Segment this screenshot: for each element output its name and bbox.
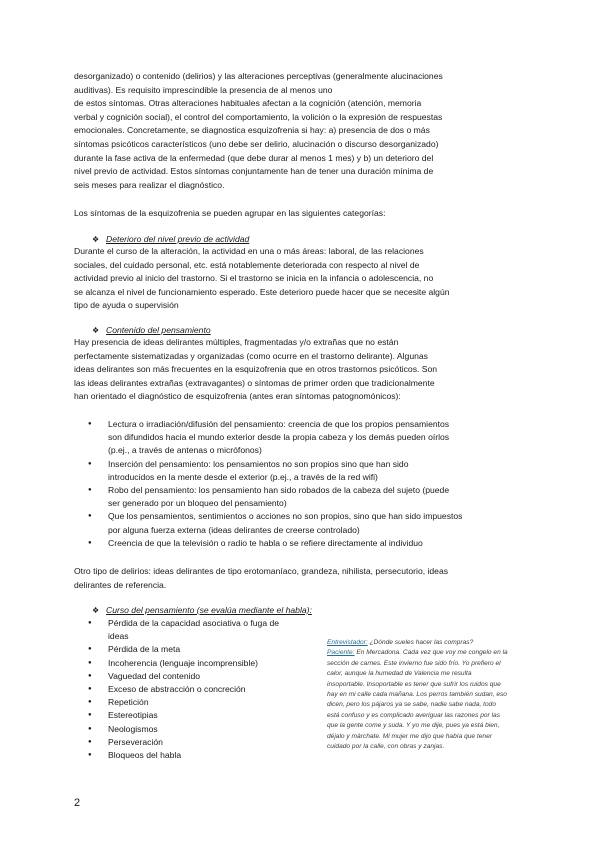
delusion-types-list	[88, 418, 538, 550]
text-line: Hay presencia de ideas delirantes múltiples, fragmentadas y/o extrañas que no están	[74, 337, 399, 347]
text-line: dicen, pero los pájaros ya se sabe, nadie sabe nada, todo	[327, 701, 496, 709]
list-item	[88, 736, 303, 749]
text-line: se alcanza el nivel de funcionamiento esperado. Este deterioro puede hacer que se necesite algún	[74, 286, 450, 297]
speech-alterations-list	[88, 617, 303, 762]
text-line: por alguna fuerza externa (ideas delirantes de creerse controlado)	[108, 524, 360, 535]
text-line: ● Vaguedad del contenido	[108, 670, 201, 681]
list-item	[88, 617, 303, 643]
list-item	[88, 696, 303, 709]
heading-curso-text: Curso del pensamiento (se evalúa mediante el habla):	[106, 605, 312, 615]
text-line: perfectamente sistematizadas y organizadas (como ocurre en el trastorno delirante). Algunas	[74, 350, 428, 361]
list-item	[88, 683, 303, 696]
patient-label: Paciente:	[327, 649, 355, 657]
paragraph-intro	[74, 70, 534, 192]
list-item	[88, 484, 538, 510]
text-line: insoportable. Insoportable es tener que sufrir los ruidos que	[327, 680, 501, 688]
text-line: son difundidos hacia el mundo exterior desde la propia cabeza y los demás pueden oírlos	[108, 432, 450, 443]
list-item	[88, 749, 303, 762]
dialog-patient-continuation	[327, 659, 533, 753]
heading-curso	[92, 604, 312, 617]
text-line: delirantes de referencia.	[74, 579, 167, 590]
text-line: sociales, del cuidado personal, etc. está notablemente deteriorada con respecto al nivel de	[74, 259, 420, 270]
text-line: está confuso y es complicado averiguar las razones por las	[327, 711, 500, 719]
paragraph-otros-delirios	[74, 565, 534, 592]
text-line: ● Creencia de que la televisión o radio te habla o se refiere directamente al individuo	[108, 537, 423, 548]
text-line: ● Bloqueos del habla	[108, 750, 182, 761]
text-line: déjalo y márchate. Mi mujer me dijo que había que tener	[327, 732, 492, 740]
text-line: emocionales. Concretamente, se diagnostica esquizofrenia si hay: a) presencia de dos o más	[74, 125, 430, 136]
text-line: síntomas psicóticos característicos (uno debe ser delirio, alucinación o discurso desorganizado)	[74, 138, 439, 149]
text-line: tipo de ayuda o supervisión	[74, 300, 179, 311]
text-line: ● Que los pensamientos, sentimientos o acciones no son propios, sino que han sido impuestos	[108, 511, 463, 522]
text-line: ● Neologismos	[108, 723, 158, 734]
paragraph-contenido	[74, 336, 534, 404]
text-line: ● Repetición	[108, 697, 149, 708]
diamond-bullet-icon: ❖	[92, 606, 100, 615]
text-line: actividad previo al inicio del trastorno. Si el trastorno se inicia en la infancia o adolescencia, no	[74, 273, 434, 284]
text-line: ideas	[108, 631, 129, 642]
list-item	[88, 670, 303, 683]
text-line: ● Estereotipias	[108, 710, 158, 721]
dialog-interviewer-line: Entrevistador: ¿Dónde sueles hacer las compras?	[327, 639, 474, 646]
text-line: de estos síntomas. Otras alteraciones habituales afectan a la cognición (atención, memoria	[74, 98, 422, 109]
list-item	[88, 458, 538, 484]
text-line: Otro tipo de delirios: ideas delirantes de tipo erotomaníaco, grandeza, nihilista, persecutorio, ideas	[74, 566, 449, 576]
text-line: sección de carnes. Este invierno fue sido frío. Yo prefiero el	[327, 659, 501, 667]
text-line: ser generado por un bloqueo del pensamiento)	[108, 498, 287, 509]
text-line: ● Pérdida de la meta	[108, 644, 181, 655]
text-line: las ideas delirantes extrañas (extravagantes) o síntomas de primer orden que tradicionalmente	[74, 377, 435, 388]
text-line: cuidado por la calle, con obras y zanjas.	[327, 743, 445, 751]
paragraph-categories: Los síntomas de la esquizofrenia se pueden agrupar en las siguientes categorías:	[74, 208, 386, 218]
heading-contenido-text: Contenido del pensamiento	[106, 325, 211, 335]
text-line: verbal y cognición social), el control del comportamiento, la volición o la expresión de respuestas	[74, 111, 443, 122]
page-number: 2	[74, 797, 81, 809]
text-line: nivel previo de actividad. Estos síntomas conjuntamente han de tener una duración mínima de	[74, 166, 434, 177]
list-item	[88, 418, 538, 458]
text-line: durante la fase activa de la enfermedad (que debe durar al menos 1 mes) y b) un deterioro del	[74, 152, 434, 163]
text-line: que la gente come y suda. Y yo me dije, pues ya está bien,	[327, 722, 500, 730]
text-line: ideas delirantes son más frecuentes en la esquizofrenia que en otros trastornos psicóticos. Son	[74, 364, 438, 375]
text-line: ● Inserción del pensamiento: los pensamientos no son propios sino que han sido	[108, 458, 409, 469]
heading-deterioro-text: Deterioro del nivel previo de actividad	[106, 234, 250, 244]
text-line: ● Perseveración	[108, 736, 163, 747]
list-item	[88, 723, 303, 736]
list-item	[88, 709, 303, 722]
dialog-example	[327, 638, 533, 752]
list-item	[88, 510, 538, 536]
text-line: ● Exceso de abstracción o concreción	[108, 684, 246, 695]
diamond-bullet-icon: ❖	[92, 326, 100, 335]
text-line: calor, aunque la humedad de Valencia me resulta	[327, 670, 472, 678]
text-line: ● Lectura o irradiación/difusión del pensamiento: creencia de que los propios pensamientos	[108, 419, 450, 429]
paragraph-deterioro	[74, 245, 534, 313]
text-line: auditivas). Es requisito imprescindible la presencia de al menos uno	[74, 84, 333, 95]
text-line: (p.ej., a través de antenas o micrófonos)	[108, 445, 262, 456]
text-line: desorganizado) o contenido (delirios) y las alteraciones perceptivas (generalmente alucinaciones	[74, 71, 443, 81]
interviewer-label: Entrevistador:	[327, 639, 368, 646]
text-line: ● Incoherencia (lenguaje incomprensible)	[108, 657, 259, 668]
text-line: Durante el curso de la alteración, la actividad en una o más áreas: laboral, de las relaciones	[74, 246, 424, 256]
text-line: ● Robo del pensamiento: los pensamiento han sido robados de la cabeza del sujeto (puede	[108, 485, 450, 496]
dialog-patient-line: Paciente: En Mercadona. Cada vez que voy me congelo en la	[327, 649, 508, 657]
text-line: seis meses para realizar el diagnóstico.	[74, 179, 225, 190]
diamond-bullet-icon: ❖	[92, 235, 100, 244]
text-line: hay en mi calle cada mañana. Los perros también sudan, eso	[327, 691, 507, 699]
text-line: ● Pérdida de la capacidad asociativa o fuga de	[108, 618, 280, 628]
list-item	[88, 657, 303, 670]
list-item	[88, 537, 538, 550]
text-line: han orientado el diagnóstico de esquizofrenia (antes eran síntomas patognomónicos):	[74, 391, 401, 402]
list-item	[88, 643, 303, 656]
text-line: introducidos en la mente desde el exterior (p.ej., a través de la red wifi)	[108, 471, 378, 482]
